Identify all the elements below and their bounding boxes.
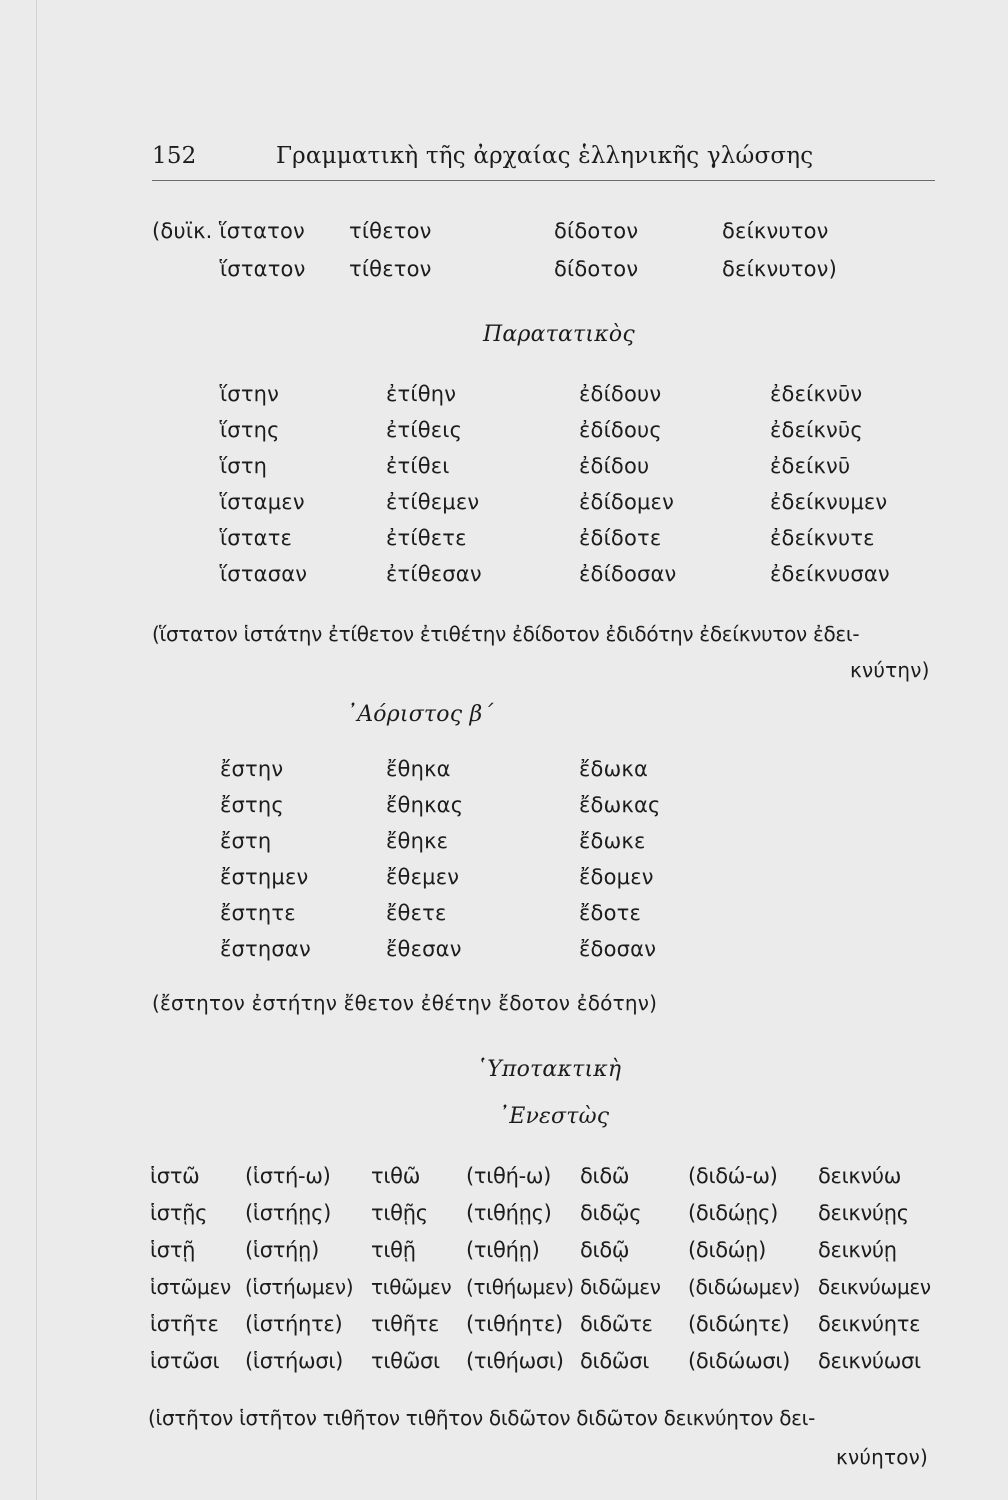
imperfect-form: ἐτίθεις xyxy=(386,418,463,442)
subjunctive-cell: (τιθήωσι) xyxy=(466,1349,564,1373)
aorist-form: ἔστη xyxy=(220,829,272,853)
imperfect-form: ἵστη xyxy=(220,454,268,478)
section-title-aorist: ᾿Αόριστος β΄ xyxy=(346,702,494,727)
page-edge xyxy=(36,0,37,1500)
aorist-form: ἔστην xyxy=(220,757,284,781)
subjunctive-cell: τιθῇ xyxy=(371,1238,416,1262)
subjunctive-cell: τιθῶσι xyxy=(371,1349,440,1373)
aorist-form: ἔστημεν xyxy=(220,865,309,889)
subjunctive-dual-line: κνύητον) xyxy=(836,1445,929,1469)
subjunctive-cell: τιθῇς xyxy=(371,1201,428,1225)
aorist-form: ἔδωκα xyxy=(579,757,649,781)
imperfect-form: ἵστατε xyxy=(220,526,293,550)
dual-note-cell: ἵστατον xyxy=(220,257,306,281)
subjunctive-cell: δεικνύῃς xyxy=(818,1201,909,1225)
imperfect-form: ἐτίθεσαν xyxy=(386,562,482,586)
subjunctive-cell: ἱστῶ xyxy=(150,1164,200,1188)
imperfect-form: ἐδείκνῡν xyxy=(770,382,863,406)
aorist-form: ἔθηκας xyxy=(386,793,464,817)
aorist-form: ἔδωκε xyxy=(579,829,646,853)
subjunctive-cell: (τιθήῃς) xyxy=(466,1201,552,1225)
imperfect-form: ἐδίδουν xyxy=(579,382,662,406)
subjunctive-cell: δεικνύωμεν xyxy=(818,1275,931,1299)
subjunctive-cell: (διδώ-ω) xyxy=(688,1164,778,1188)
page-number: 152 xyxy=(152,143,197,169)
subjunctive-cell: (ἱστή-ω) xyxy=(245,1164,331,1188)
subjunctive-cell: (διδώῃς) xyxy=(688,1201,779,1225)
aorist-form: ἔδοτε xyxy=(579,901,642,925)
subjunctive-cell: (ἱστήωμεν) xyxy=(245,1275,354,1299)
aorist-form: ἔθηκα xyxy=(386,757,451,781)
aorist-form: ἔθετε xyxy=(386,901,447,925)
subjunctive-cell: (ἱστήῃς) xyxy=(245,1201,331,1225)
imperfect-form: ἐδίδομεν xyxy=(579,490,675,514)
subjunctive-cell: (τιθήωμεν) xyxy=(466,1275,574,1299)
aorist-form: ἔθεμεν xyxy=(386,865,460,889)
dual-note-cell: δίδοτον xyxy=(554,219,639,243)
subjunctive-cell: (τιθή-ω) xyxy=(466,1164,552,1188)
section-subtitle-present: ᾿Ενεστὼς xyxy=(498,1104,610,1129)
imperfect-form: ἐδείκνυμεν xyxy=(770,490,888,514)
imperfect-form: ἐτίθετε xyxy=(386,526,467,550)
imperfect-form: ἐδείκνῡς xyxy=(770,418,863,442)
imperfect-form: ἐδείκνυσαν xyxy=(770,562,890,586)
subjunctive-cell: (τιθήῃ) xyxy=(466,1238,540,1262)
subjunctive-cell: τιθῶ xyxy=(371,1164,420,1188)
subjunctive-cell: (διδώωσι) xyxy=(688,1349,791,1373)
aorist-form: ἔθεσαν xyxy=(386,937,462,961)
section-title-subjunctive: ῾Υποτακτικὴ xyxy=(476,1057,622,1082)
subjunctive-cell: δεικνύῃ xyxy=(818,1238,897,1262)
subjunctive-cell: διδῶσι xyxy=(580,1349,650,1373)
imperfect-form: ἵστασαν xyxy=(220,562,308,586)
imperfect-form: ἐτίθην xyxy=(386,382,457,406)
imperfect-form: ἐδίδους xyxy=(579,418,662,442)
subjunctive-cell: (ἱστήῃ) xyxy=(245,1238,319,1262)
aorist-form: ἔθηκε xyxy=(386,829,449,853)
dual-note-cell: τίθετον xyxy=(349,257,432,281)
subjunctive-cell: ἱστῆτε xyxy=(150,1312,219,1336)
dual-note-cell: δείκνυτον) xyxy=(722,257,837,281)
imperfect-form: ἐτίθεμεν xyxy=(386,490,480,514)
subjunctive-cell: ἱστῇς xyxy=(150,1201,208,1225)
aorist-form: ἔστησαν xyxy=(220,937,311,961)
subjunctive-cell: (διδώῃ) xyxy=(688,1238,766,1262)
aorist-form: ἔδωκας xyxy=(579,793,661,817)
subjunctive-cell: δεικνύω xyxy=(818,1164,902,1188)
aorist-dual-line: (ἔστητον ἐστήτην ἔθετον ἐθέτην ἔδοτον ἐδότην) xyxy=(152,991,658,1015)
subjunctive-cell: δεικνύητε xyxy=(818,1312,921,1336)
dual-note-cell: δείκνυτον xyxy=(722,219,829,243)
imperfect-form: ἐτίθει xyxy=(386,454,450,478)
dual-note-cell: δίδοτον xyxy=(554,257,639,281)
imperfect-form: ἐδίδοτε xyxy=(579,526,662,550)
subjunctive-cell: (διδώητε) xyxy=(688,1312,790,1336)
subjunctive-cell: ἱστῶμεν xyxy=(150,1275,231,1299)
header-rule xyxy=(152,180,935,181)
subjunctive-cell: διδῷ xyxy=(580,1238,630,1262)
subjunctive-cell: (ἱστήητε) xyxy=(245,1312,343,1336)
subjunctive-cell: (ἱστήωσι) xyxy=(245,1349,344,1373)
aorist-form: ἔστης xyxy=(220,793,284,817)
dual-note-cell: (δυϊκ. ἵστατον xyxy=(152,219,305,243)
subjunctive-cell: διδῷς xyxy=(580,1201,642,1225)
subjunctive-dual-line: (ἱστῆτον ἱστῆτον τιθῆτον τιθῆτον διδῶτον διδῶτον δεικνύητον δει- xyxy=(148,1406,816,1430)
aorist-form: ἔδοσαν xyxy=(579,937,657,961)
imperfect-form: ἐδίδοσαν xyxy=(579,562,677,586)
imperfect-dual-line: (ἵστατον ἱστάτην ἐτίθετον ἐτιθέτην ἐδίδοτον ἐδιδότην ἐδείκνυτον ἐδει- xyxy=(152,622,860,646)
subjunctive-cell: τιθῶμεν xyxy=(371,1275,452,1299)
aorist-form: ἔδομεν xyxy=(579,865,654,889)
subjunctive-cell: διδῶμεν xyxy=(580,1275,661,1299)
imperfect-form: ἐδείκνυτε xyxy=(770,526,875,550)
imperfect-form: ἐδίδου xyxy=(579,454,650,478)
subjunctive-cell: (διδώωμεν) xyxy=(688,1275,801,1299)
subjunctive-cell: (τιθήητε) xyxy=(466,1312,563,1336)
section-title-imperfect: Παρατατικὸς xyxy=(483,322,635,347)
running-title: Γραμματικὴ τῆς ἀρχαίας ἑλληνικῆς γλώσσης xyxy=(276,143,814,169)
imperfect-form: ἵστης xyxy=(220,418,280,442)
subjunctive-cell: δεικνύωσι xyxy=(818,1349,921,1373)
imperfect-form: ἵστην xyxy=(220,382,280,406)
imperfect-form: ἐδείκνῡ xyxy=(770,454,851,478)
subjunctive-cell: τιθῆτε xyxy=(371,1312,440,1336)
dual-note-cell: τίθετον xyxy=(349,219,432,243)
imperfect-dual-line: κνύτην) xyxy=(850,658,930,682)
aorist-form: ἔστητε xyxy=(220,901,296,925)
imperfect-form: ἵσταμεν xyxy=(220,490,305,514)
subjunctive-cell: διδῶ xyxy=(580,1164,630,1188)
subjunctive-cell: ἱστῇ xyxy=(150,1238,196,1262)
subjunctive-cell: διδῶτε xyxy=(580,1312,653,1336)
subjunctive-cell: ἱστῶσι xyxy=(150,1349,220,1373)
